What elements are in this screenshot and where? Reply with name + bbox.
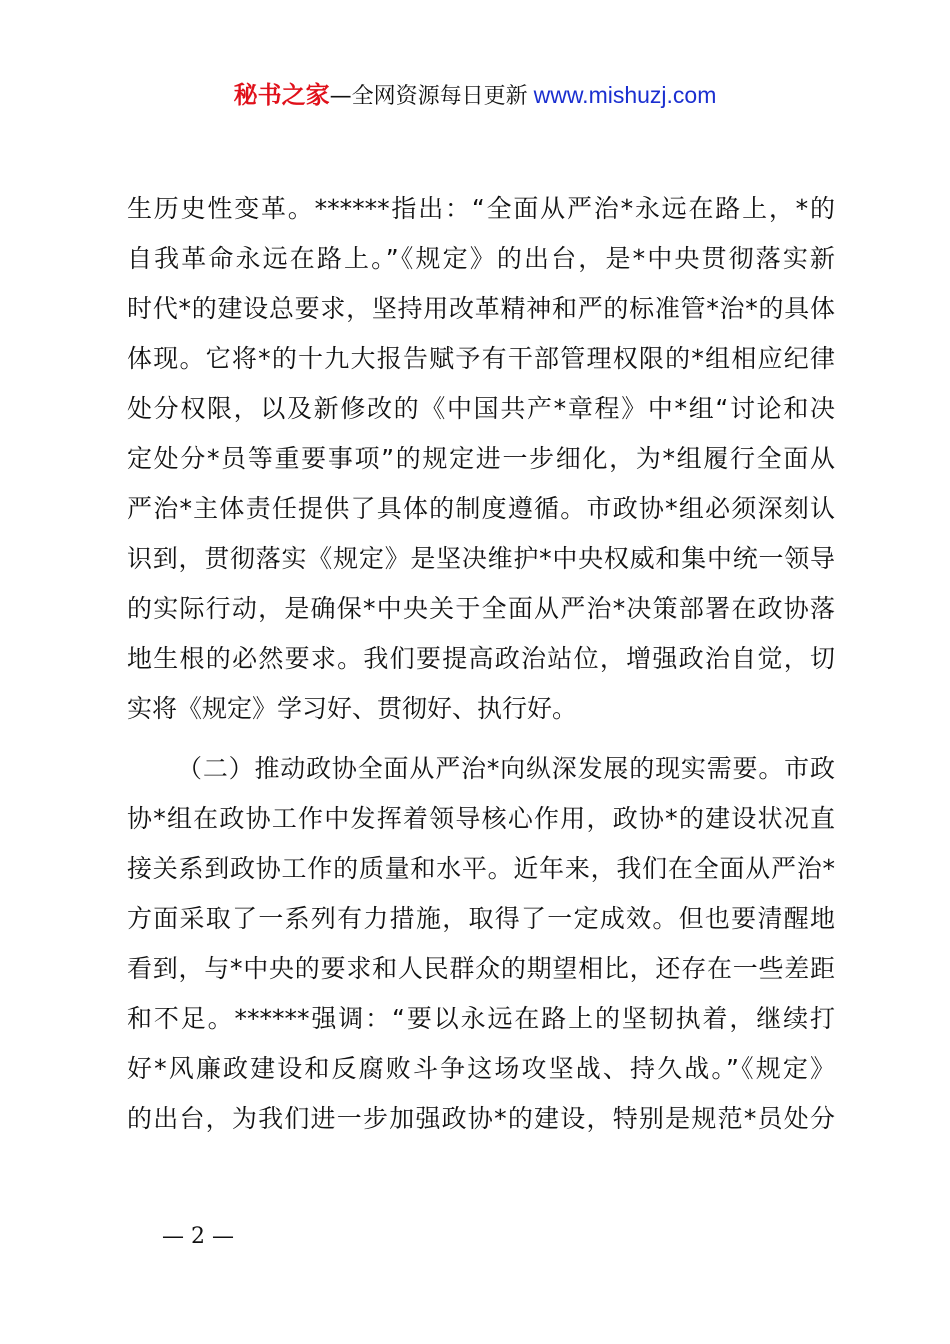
text-line: 时代*的建设总要求，坚持用改革精神和严的标准管*治*的具体: [127, 294, 835, 323]
text-line: 的出台，为我们进一步加强政协*的建设，特别是规范*员处分: [127, 1104, 835, 1133]
paragraph-1: [127, 184, 835, 734]
paragraph-2: [127, 744, 835, 1144]
header-tagline: —全网资源每日更新: [329, 84, 528, 109]
text-line: 严治*主体责任提供了具体的制度遵循。市政协*组必须深刻认: [127, 494, 835, 523]
site-header: [0, 78, 950, 114]
text-line: 的实际行动，是确保*中央关于全面从严治*决策部署在政协落: [127, 594, 835, 623]
paragraph-spacer: [127, 734, 835, 744]
text-line: 定处分*员等重要事项”的规定进一步细化，为*组履行全面从: [127, 444, 835, 473]
document-body: [127, 184, 835, 1144]
text-line: 实将《规定》学习好、贯彻好、执行好。: [127, 694, 578, 723]
text-line: （二）推动政协全面从严治*向纵深发展的现实需要。市政: [177, 754, 835, 783]
text-line: 生历史性变革。******指出：“全面从严治*永远在路上，*的: [127, 194, 835, 223]
text-line: 接关系到政协工作的质量和水平。近年来，我们在全面从严治*: [127, 854, 835, 883]
page-number: — 2 —: [162, 1224, 234, 1249]
text-line: 好*风廉政建设和反腐败斗争这场攻坚战、持久战。”《规定》: [127, 1054, 835, 1083]
text-line: 方面采取了一系列有力措施，取得了一定成效。但也要清醒地: [127, 904, 835, 933]
text-line: 识到，贯彻落实《规定》是坚决维护*中央权威和集中统一领导: [127, 544, 835, 573]
text-line: 体现。它将*的十九大报告赋予有干部管理权限的*组相应纪律: [127, 344, 835, 373]
text-line: 看到，与*中央的要求和人民群众的期望相比，还存在一些差距: [127, 954, 835, 983]
site-url-link[interactable]: www.mishuzj.com: [533, 82, 717, 108]
brand-name: 秘书之家: [233, 81, 330, 109]
text-line: 自我革命永远在路上。”《规定》的出台，是*中央贯彻落实新: [127, 244, 835, 273]
text-line: 地生根的必然要求。我们要提高政治站位，增强政治自觉，切: [127, 644, 835, 673]
text-line: 协*组在政协工作中发挥着领导核心作用，政协*的建设状况直: [127, 804, 835, 833]
text-line: 和不足。******强调：“要以永远在路上的坚韧执着，继续打: [127, 1004, 835, 1033]
text-line: 处分权限，以及新修改的《中国共产*章程》中*组“讨论和决: [127, 394, 835, 423]
